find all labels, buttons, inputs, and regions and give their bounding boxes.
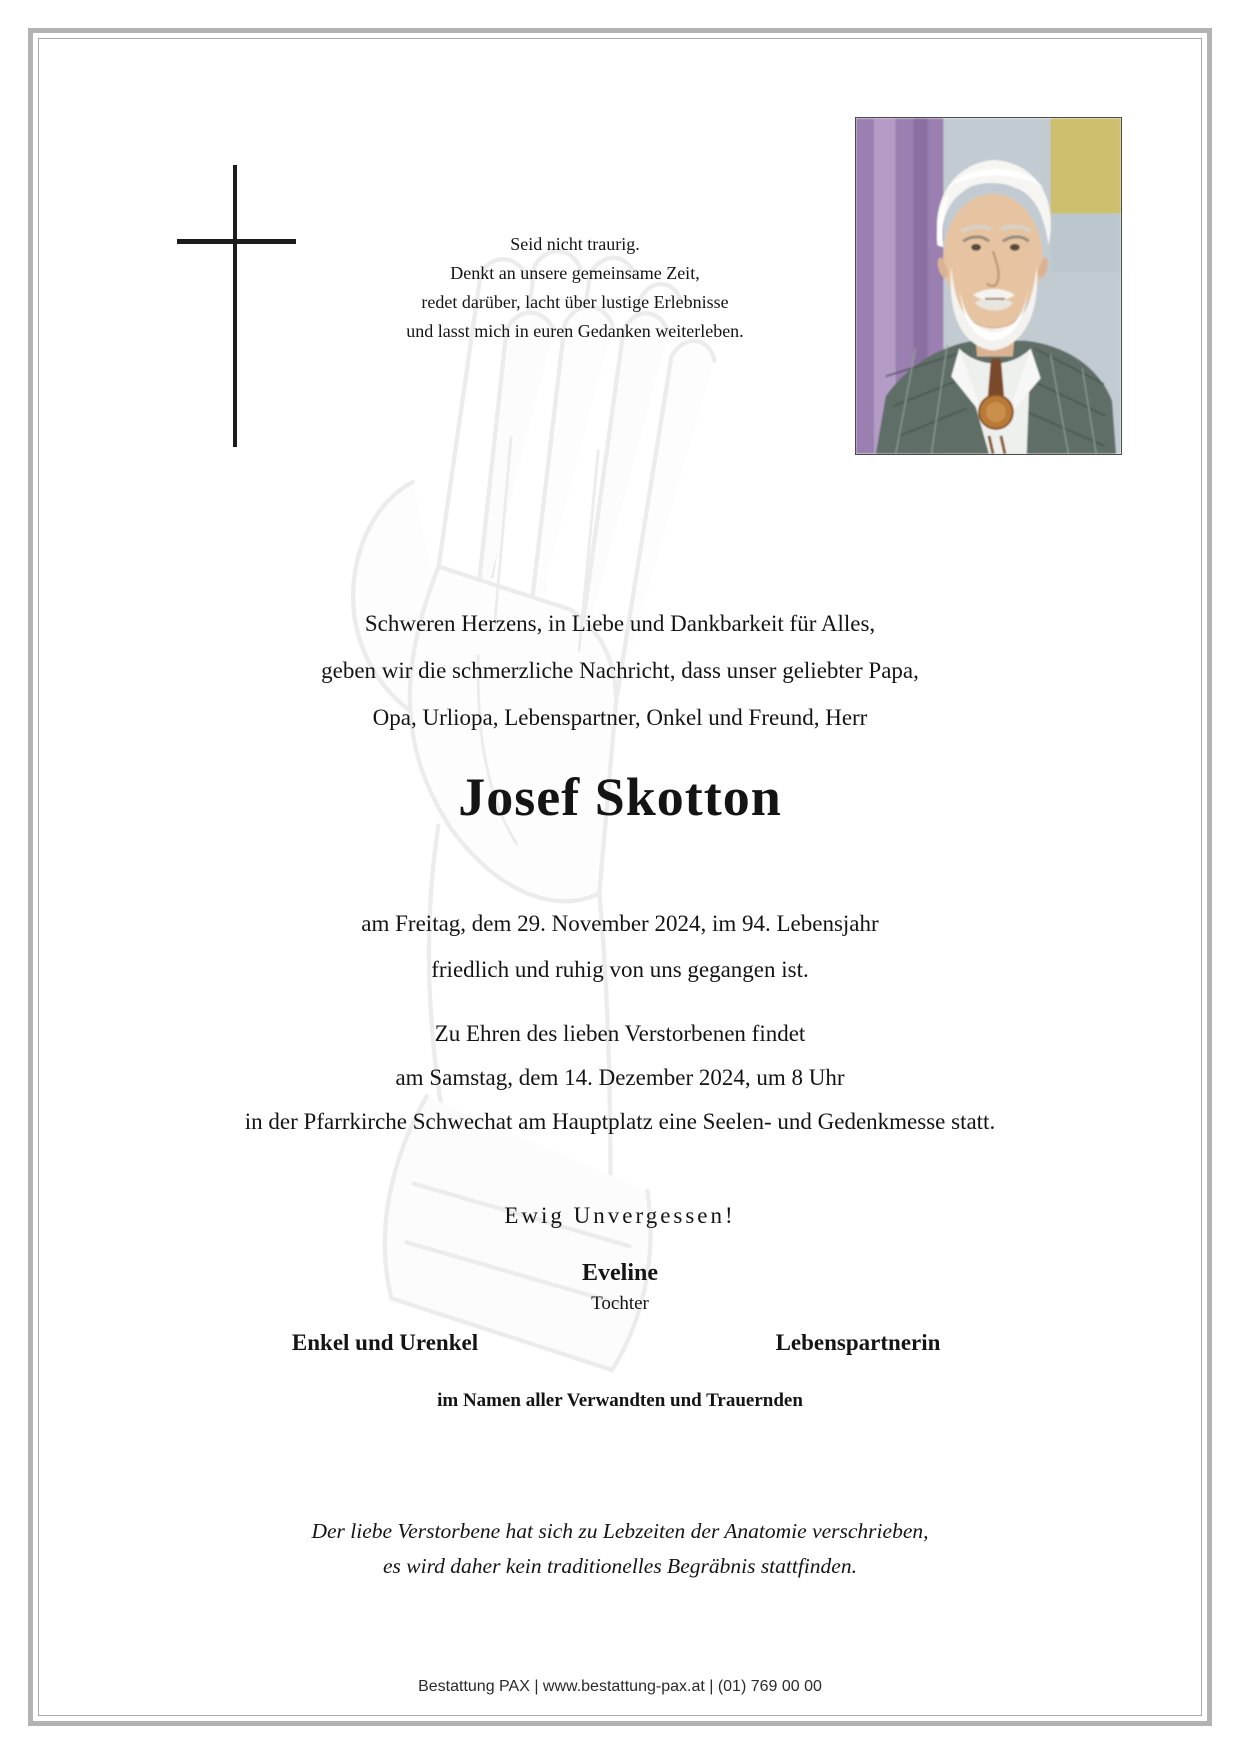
quote-line: Denkt an unsere gemeinsame Zeit, <box>450 263 700 283</box>
quote-line: Seid nicht traurig. <box>510 234 640 254</box>
mourners-left-group: Enkel und Urenkel <box>291 1330 479 1355</box>
death-line: am Freitag, dem 29. November 2024, im 94. Lebensjahr <box>361 911 879 936</box>
death-date-text <box>70 901 1170 993</box>
intro-line: Opa, Urliopa, Lebenspartner, Onkel und Freund, Herr <box>372 705 868 730</box>
mourner-primary-name: Eveline <box>582 1260 658 1286</box>
death-line: friedlich und ruhig von uns gegangen ist. <box>431 957 809 982</box>
memorial-line: am Samstag, dem 14. Dezember 2024, um 8 Uhr <box>395 1065 845 1090</box>
notice-line: es wird daher kein traditionelles Begräbnis stattfinden. <box>383 1554 857 1578</box>
memorial-line: Zu Ehren des lieben Verstorbenen findet <box>434 1021 806 1046</box>
quote-line: redet darüber, lacht über lustige Erlebnisse <box>421 292 729 312</box>
memorial-line: in der Pfarrkirche Schwechat am Hauptplatz eine Seelen- und Gedenkmesse statt. <box>244 1109 996 1134</box>
funeral-home-footer: Bestattung PAX | www.bestattung-pax.at | (01) 769 00 00 <box>418 1678 822 1695</box>
deceased-photo <box>855 117 1122 455</box>
quote-line: und lasst mich in euren Gedanken weiterleben. <box>406 321 744 341</box>
notice-line: Der liebe Verstorbene hat sich zu Lebzeiten der Anatomie verschrieben, <box>311 1519 929 1543</box>
intro-text <box>70 600 1170 741</box>
mourners-right-group: Lebenspartnerin <box>775 1330 941 1355</box>
mourner-primary-relation: Tochter <box>591 1293 649 1314</box>
intro-line: geben wir die schmerzliche Nachricht, dass unser geliebter Papa, <box>321 658 919 683</box>
farewell-text: Ewig Unvergessen! <box>504 1203 736 1228</box>
memorial-service-text <box>70 1012 1170 1144</box>
quote <box>275 230 875 346</box>
mourners-closing: im Namen aller Verwandten und Trauernden <box>437 1390 803 1411</box>
anatomy-notice <box>70 1514 1170 1584</box>
deceased-name: Josef Skotton <box>458 767 782 827</box>
intro-line: Schweren Herzens, in Liebe und Dankbarkeit für Alles, <box>364 611 876 636</box>
